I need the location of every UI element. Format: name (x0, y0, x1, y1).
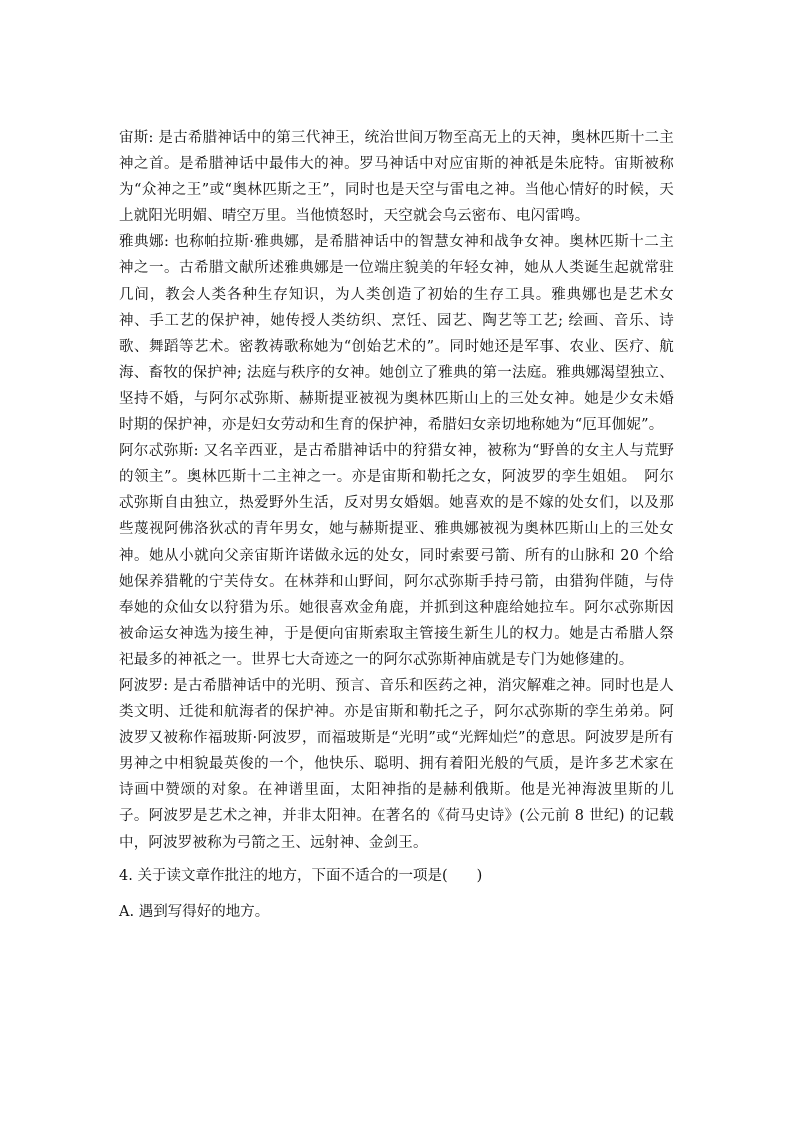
paragraph-athena: 雅典娜: 也称帕拉斯·雅典娜，是希腊神话中的智慧女神和战争女神。奥林匹斯十二主神之一。古希腊文献所述雅典娜是一位端庄貌美的年轻女神，她从人类诞生起就常驻几间，教会人类各种生存知识，为人类创造了初始的生存工具。雅典娜也是艺术女神、手工艺的保护神，她传授人类纺织、烹饪、园艺、陶艺等工艺; 绘画、音乐、诗歌、舞蹈等艺术。密教祷歌称她为“创始艺术的”。同时她还是军事、农业、医疗、航海、畜牧的保护神; 法庭与秩序的女神。她创立了雅典的第一法庭。雅典娜渴望独立、坚持不婚，与阿尔忒弥斯、赫斯提亚被视为奥林匹斯山上的三处女神。她是少女未婚时期的保护神，亦是妇女劳动和生育的保护神，希腊妇女亲切地称她为“厄耳伽妮”。 (119, 234, 674, 434)
document-page (119, 125, 674, 928)
question-option-a: A. 遇到写得好的地方。 (119, 903, 270, 920)
paragraph-zeus: 宙斯: 是古希腊神话中的第三代神王，统治世间万物至高无上的天神，奥林匹斯十二主神之首。是希腊神话中最伟大的神。罗马神话中对应宙斯的神祇是朱庇特。宙斯被称为“众神之王”或“奥林匹斯之王”，同时也是天空与雷电之神。当他心情好的时候，天上就阳光明媚、晴空万里。当他愤怒时，天空就会乌云密布、电闪雷鸣。 (119, 130, 674, 225)
paragraph-apollo: 阿波罗: 是古希腊神话中的光明、预言、音乐和医药之神，消灾解难之神。同时也是人类文明、迁徙和航海者的保护神。亦是宙斯和勒托之子，阿尔忒弥斯的孪生弟弟。阿波罗又被称作福玻斯·阿波罗，而福玻斯是“光明”或“光辉灿烂”的意思。阿波罗是所有男神之中相貌最英俊的一个，他快乐、聪明、拥有着阳光般的气质，是许多艺术家在诗画中赞颂的对象。在神谱里面，太阳神指的是赫利俄斯。他是光神海波里斯的儿子。阿波罗是艺术之神，并非太阳神。在著名的《荷马史诗》(公元前 8 世纪) 的记载中，阿波罗被称为弓箭之王、远射神、金剑王。 (119, 677, 674, 851)
question-stem: 4. 关于读文章作批注的地方，下面不适合的一项是( ) (119, 867, 483, 884)
paragraph-artemis: 阿尔忒弥斯: 又名辛西亚，是古希腊神话中的狩猎女神，被称为“野兽的女主人与荒野的领主”。奥林匹斯十二主神之一。亦是宙斯和勒托之女，阿波罗的孪生姐姐。 阿尔忒弥斯自由独立，热爱野外生活，反对男女婚姻。她喜欢的是不嫁的处女们，以及那些蔑视阿佛洛狄忒的青年男女，她与赫斯提亚、雅典娜被视为奥林匹斯山上的三处女神。她从小就向父亲宙斯许诺做永远的处女，同时索要弓箭、所有的山脉和 20 个给她保养猎靴的宁芙侍女。在林莽和山野间，阿尔忒弥斯手持弓箭，由猎狗伴随，与侍奉她的众仙女以狩猎为乐。她很喜欢金角鹿，并抓到这种鹿给她拉车。阿尔忒弥斯因被命运女神选为接生神，于是便向宙斯索取主管接生新生儿的权力。她是古希腊人祭祀最多的神祇之一。世界七大奇迹之一的阿尔忒弥斯神庙就是专门为她修建的。 (119, 443, 674, 668)
